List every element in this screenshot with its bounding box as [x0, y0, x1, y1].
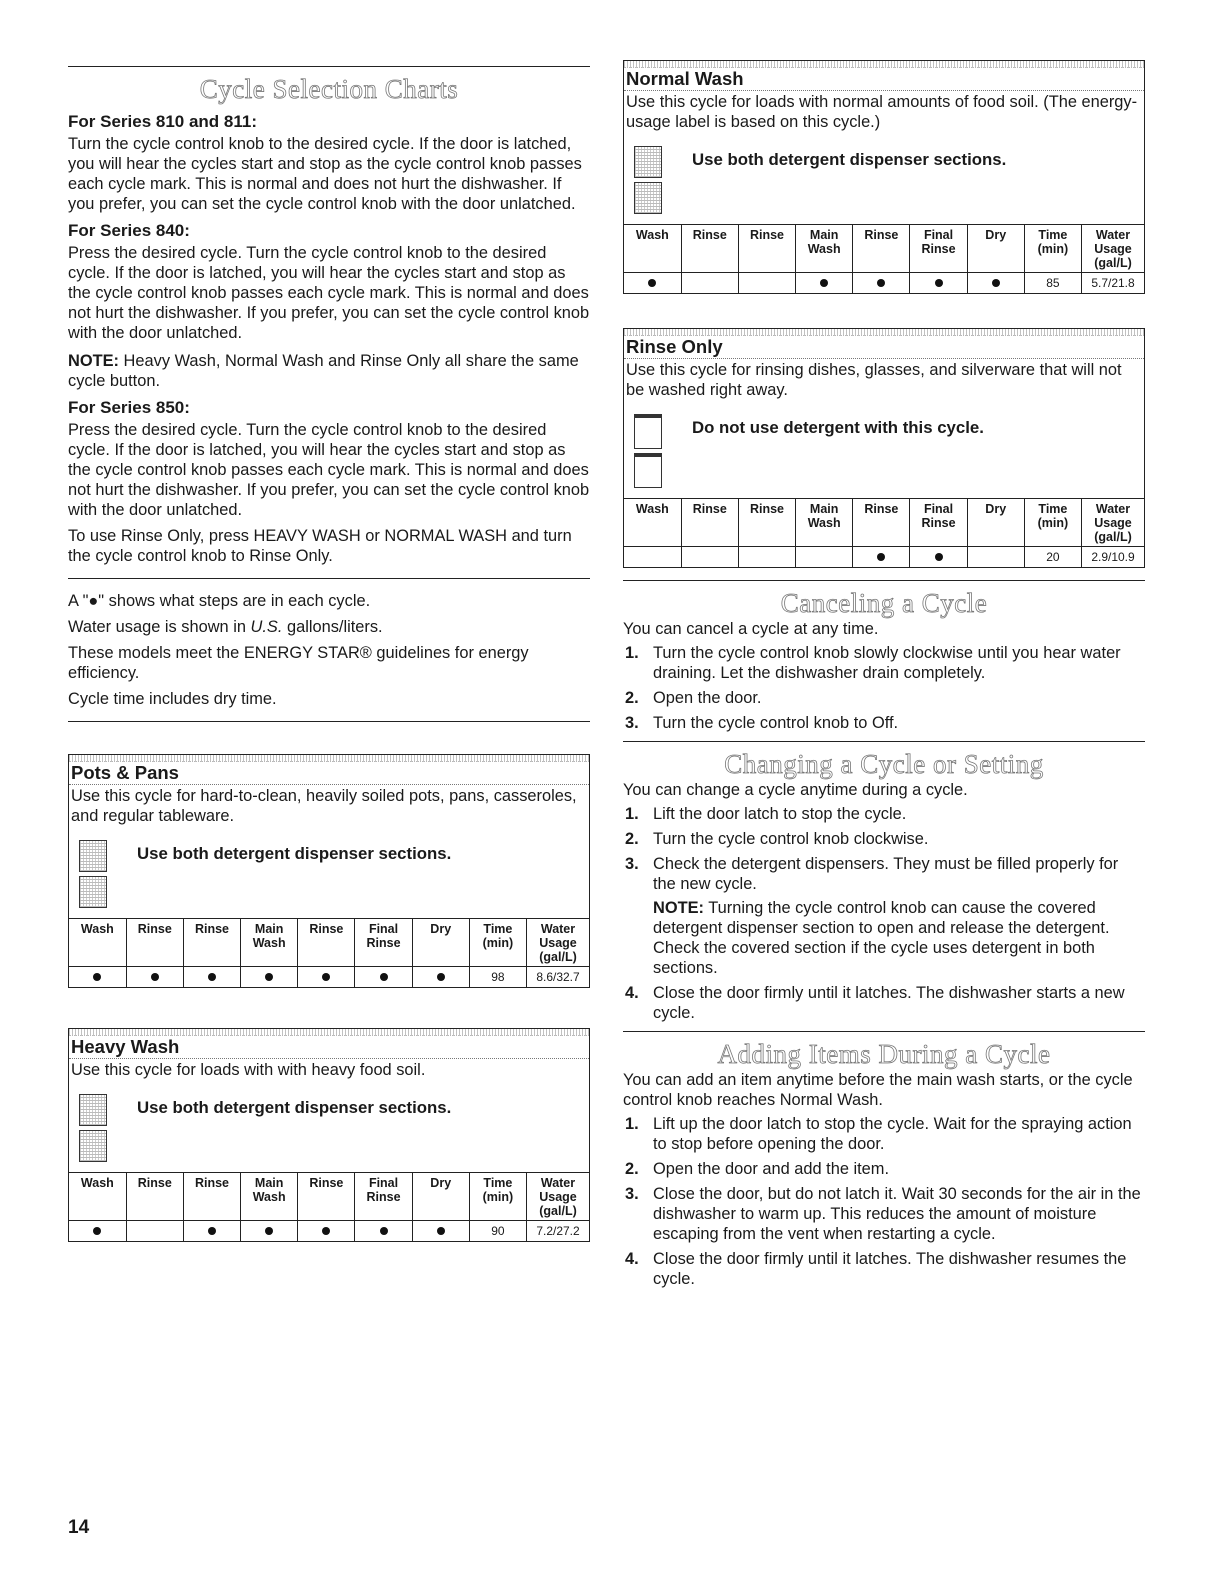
time-cell: 20: [1024, 547, 1081, 568]
step-text: Close the door firmly until it latches. The dishwasher starts a new cycle.: [653, 984, 1125, 1022]
list-item: [623, 854, 1145, 978]
step-number: 2.: [625, 1160, 639, 1178]
water-cell: 7.2/27.2: [527, 1221, 590, 1242]
detergent-row: [624, 132, 1144, 224]
table-cell: [853, 547, 910, 568]
table-cell: [681, 547, 738, 568]
detergent-row: [69, 1080, 589, 1172]
changing-steps: [623, 804, 1145, 1023]
cycle-table: [624, 224, 1144, 293]
note-label: NOTE:: [653, 899, 704, 917]
dotted-border: [624, 61, 1144, 68]
table-header: Dry: [967, 225, 1024, 273]
table-cell: [298, 967, 355, 988]
table-cell: [853, 273, 910, 294]
step-number: 1.: [625, 1115, 639, 1133]
section-title-canceling: Canceling a Cycle: [780, 588, 988, 618]
step-dot-icon: [820, 279, 828, 287]
step-text: Turn the cycle control knob slowly clockwise until you hear water draining. Let the dishwasher drain completely.: [653, 644, 1121, 682]
water-cell: 5.7/21.8: [1082, 273, 1145, 294]
paragraph-rinse-only: To use Rinse Only, press HEAVY WASH or NORMAL WASH and turn the cycle control knob to Rinse Only.: [68, 527, 572, 565]
left-column: [68, 66, 590, 1242]
step-dot-icon: [437, 1227, 445, 1235]
list-item: [623, 643, 1145, 683]
note-text: Turning the cycle control knob can cause the covered detergent dispenser section to open and release the detergent. Check the covered section if the cycle uses detergent in both sections.: [653, 899, 1110, 977]
table-cell: [126, 1221, 183, 1242]
step-number: 3.: [625, 1185, 639, 1203]
divider: [623, 741, 1145, 742]
table-header: Water Usage (gal/L): [527, 1173, 590, 1221]
table-cell: [69, 967, 126, 988]
table-header: Main Wash: [241, 919, 298, 967]
table-cell: [412, 1221, 469, 1242]
step-dot-icon: [208, 973, 216, 981]
list-item: [623, 983, 1145, 1023]
table-header: Main Wash: [241, 1173, 298, 1221]
table-header: Wash: [624, 499, 681, 547]
list-item: [623, 1184, 1145, 1244]
step-number: 1.: [625, 644, 639, 662]
detergent-row: [624, 400, 1144, 498]
step-number: 3.: [625, 855, 639, 873]
paragraph-series-810: Turn the cycle control knob to the desired cycle. If the door is latched, you will hear the cycles start and stop as the cycle control knob passes each cycle mark. This is normal and does not hurt the dishwasher. If you prefer, you can set the cycle control knob with the door unlatched.: [68, 135, 582, 213]
time-cell: 98: [469, 967, 526, 988]
detergent-instruction: Do not use detergent with this cycle.: [692, 418, 984, 437]
table-cell: [355, 1221, 412, 1242]
cycle-name: Normal Wash: [624, 68, 1144, 91]
list-item: [623, 1249, 1145, 1289]
legend-water: [68, 617, 590, 637]
page-number: 14: [68, 1517, 90, 1538]
legend-dot: A "●" shows what steps are in each cycle.: [68, 592, 371, 610]
table-header: Wash: [69, 1173, 126, 1221]
table-cell: [796, 273, 853, 294]
step-text: Close the door, but do not latch it. Wait 30 seconds for the air in the dishwasher to warm up. This reduces the amount of moisture escaping from the vent when restarting a cycle.: [653, 1185, 1141, 1243]
cycle-table: [624, 498, 1144, 567]
heading-series-810: For Series 810 and 811:: [68, 112, 257, 131]
detergent-instruction: Use both detergent dispenser sections.: [137, 844, 452, 863]
right-column: [623, 66, 1145, 1294]
step-dot-icon: [437, 973, 445, 981]
legend-water-text-b: gallons/liters.: [282, 618, 383, 636]
list-item: [623, 1159, 1145, 1179]
cycle-description: Use this cycle for loads with normal amounts of food soil. (The energy-usage label is based on this cycle.): [626, 93, 1138, 131]
table-header: Rinse: [681, 225, 738, 273]
list-item: [623, 688, 1145, 708]
cycle-name: Heavy Wash: [69, 1036, 589, 1059]
table-header: Rinse: [853, 499, 910, 547]
adding-steps: [623, 1114, 1145, 1289]
table-cell: [967, 547, 1024, 568]
table-cell: [241, 967, 298, 988]
table-cell: [738, 547, 795, 568]
table-cell: [126, 967, 183, 988]
table-header: Wash: [69, 919, 126, 967]
table-row: [69, 967, 589, 988]
table-cell: [298, 1221, 355, 1242]
heading-series-840: For Series 840:: [68, 221, 190, 240]
legend-water-us: U.S.: [250, 618, 283, 636]
step-dot-icon: [265, 973, 273, 981]
detergent-instruction: Use both detergent dispenser sections.: [137, 1098, 452, 1117]
divider: [623, 1031, 1145, 1032]
table-cell: [910, 547, 967, 568]
cycle-description: Use this cycle for loads with with heavy food soil.: [71, 1061, 426, 1079]
canceling-intro: You can cancel a cycle at any time.: [623, 620, 879, 638]
cycle-name: Rinse Only: [624, 336, 1144, 359]
step-text: Check the detergent dispensers. They must be filled properly for the new cycle.: [653, 855, 1119, 893]
divider: [623, 580, 1145, 581]
step-text: Open the door.: [653, 689, 762, 707]
table-header: Rinse: [183, 1173, 240, 1221]
cycle-table: [69, 918, 589, 987]
step-dot-icon: [93, 973, 101, 981]
table-cell: [910, 273, 967, 294]
table-cell: [681, 273, 738, 294]
divider: [68, 578, 590, 579]
note-text: Heavy Wash, Normal Wash and Rinse Only all share the same cycle button.: [68, 352, 579, 390]
detergent-dispenser-icon: [634, 146, 664, 218]
table-header: Time (min): [469, 919, 526, 967]
table-header: Final Rinse: [355, 919, 412, 967]
table-header: Dry: [967, 499, 1024, 547]
step-dot-icon: [877, 553, 885, 561]
time-cell: 85: [1024, 273, 1081, 294]
step-text: Turn the cycle control knob clockwise.: [653, 830, 929, 848]
step-number: 2.: [625, 689, 639, 707]
divider: [68, 66, 590, 67]
table-header: Rinse: [183, 919, 240, 967]
cycle-name: Pots & Pans: [69, 762, 589, 785]
dotted-border: [624, 329, 1144, 336]
legend-energy: These models meet the ENERGY STAR® guidelines for energy efficiency.: [68, 644, 529, 682]
step-text: Lift up the door latch to stop the cycle. Wait for the spraying action to stop before opening the door.: [653, 1115, 1132, 1153]
step-text: Open the door and add the item.: [653, 1160, 890, 1178]
step-dot-icon: [322, 1227, 330, 1235]
table-header: Main Wash: [796, 225, 853, 273]
list-item: [623, 829, 1145, 849]
note-label: NOTE:: [68, 352, 119, 370]
table-cell: [412, 967, 469, 988]
changing-intro: You can change a cycle anytime during a cycle.: [623, 781, 968, 799]
step-number: 4.: [625, 1250, 639, 1268]
step-dot-icon: [151, 973, 159, 981]
table-header: Rinse: [298, 1173, 355, 1221]
step-number: 2.: [625, 830, 639, 848]
water-cell: 8.6/32.7: [527, 967, 590, 988]
table-header: Water Usage (gal/L): [1082, 499, 1145, 547]
section-title-adding: Adding Items During a Cycle: [717, 1039, 1051, 1069]
dotted-border: [69, 755, 589, 762]
table-header: Rinse: [298, 919, 355, 967]
table-header: Final Rinse: [355, 1173, 412, 1221]
list-item: [623, 1114, 1145, 1154]
cycle-description: Use this cycle for hard-to-clean, heavily soiled pots, pans, casseroles, and regular tableware.: [71, 787, 577, 825]
step-dot-icon: [935, 279, 943, 287]
note-paragraph: [653, 898, 1145, 978]
step-text: Lift the door latch to stop the cycle.: [653, 805, 907, 823]
detergent-instruction: Use both detergent dispenser sections.: [692, 150, 1007, 169]
time-cell: 90: [469, 1221, 526, 1242]
table-cell: [738, 273, 795, 294]
empty-dispenser-icon: [634, 414, 664, 492]
table-header: Rinse: [126, 1173, 183, 1221]
table-header: Time (min): [1024, 499, 1081, 547]
table-cell: [624, 547, 681, 568]
cycle-box-pots-pans: [68, 754, 590, 988]
paragraph-series-850: Press the desired cycle. Turn the cycle control knob to the desired cycle. If the door is latched, you will hear the cycles start and stop as the cycle control knob passes each cycle mark. This is normal and does not hurt the dishwasher. If you prefer, you can set the cycle control knob with the door unlatched.: [68, 421, 590, 519]
section-title-changing: Changing a Cycle or Setting: [724, 749, 1044, 779]
step-dot-icon: [935, 553, 943, 561]
step-dot-icon: [93, 1227, 101, 1235]
table-header: Water Usage (gal/L): [1082, 225, 1145, 273]
divider: [68, 721, 590, 722]
legend-water-text: Water usage is shown in: [68, 618, 251, 636]
step-number: 4.: [625, 984, 639, 1002]
list-item: [623, 713, 1145, 733]
step-dot-icon: [322, 973, 330, 981]
step-text: Turn the cycle control knob to Off.: [653, 714, 899, 732]
step-dot-icon: [380, 973, 388, 981]
step-dot-icon: [877, 279, 885, 287]
table-cell: [967, 273, 1024, 294]
note-paragraph: [68, 351, 590, 391]
step-dot-icon: [208, 1227, 216, 1235]
table-header: Final Rinse: [910, 225, 967, 273]
cycle-description: Use this cycle for rinsing dishes, glasses, and silverware that will not be washed right away.: [626, 361, 1122, 399]
dotted-border: [69, 1029, 589, 1036]
table-header: Rinse: [681, 499, 738, 547]
table-header: Time (min): [1024, 225, 1081, 273]
legend-time: Cycle time includes dry time.: [68, 690, 277, 708]
detergent-dispenser-icon: [79, 1094, 109, 1166]
table-cell: [183, 967, 240, 988]
table-header: Rinse: [738, 499, 795, 547]
step-dot-icon: [380, 1227, 388, 1235]
cycle-box-rinse-only: [623, 328, 1145, 568]
cycle-box-heavy-wash: [68, 1028, 590, 1242]
table-cell: [69, 1221, 126, 1242]
table-row: [69, 1221, 589, 1242]
table-cell: [183, 1221, 240, 1242]
step-dot-icon: [992, 279, 1000, 287]
table-header: Dry: [412, 919, 469, 967]
table-header: Main Wash: [796, 499, 853, 547]
table-header: Wash: [624, 225, 681, 273]
table-header: Rinse: [853, 225, 910, 273]
canceling-steps: [623, 643, 1145, 733]
table-cell: [624, 273, 681, 294]
step-dot-icon: [265, 1227, 273, 1235]
table-header: Water Usage (gal/L): [527, 919, 590, 967]
step-text: Close the door firmly until it latches. The dishwasher resumes the cycle.: [653, 1250, 1127, 1288]
table-header: Rinse: [738, 225, 795, 273]
section-title-cycle-selection: Cycle Selection Charts: [199, 74, 459, 104]
table-header: Dry: [412, 1173, 469, 1221]
detergent-dispenser-icon: [79, 840, 109, 912]
step-number: 3.: [625, 714, 639, 732]
table-cell: [355, 967, 412, 988]
table-header: Time (min): [469, 1173, 526, 1221]
table-row: [624, 273, 1144, 294]
table-cell: [796, 547, 853, 568]
table-header: Rinse: [126, 919, 183, 967]
step-number: 1.: [625, 805, 639, 823]
table-row: [624, 547, 1144, 568]
table-header: Final Rinse: [910, 499, 967, 547]
cycle-table: [69, 1172, 589, 1241]
list-item: [623, 804, 1145, 824]
cycle-box-normal-wash: [623, 60, 1145, 294]
step-dot-icon: [648, 279, 656, 287]
water-cell: 2.9/10.9: [1082, 547, 1145, 568]
paragraph-series-840: Press the desired cycle. Turn the cycle control knob to the desired cycle. If the door is latched, you will hear the cycles start and stop as the cycle control knob passes each cycle mark. This is normal and does not hurt the dishwasher. If you prefer, you can set the cycle control knob with the door unlatched.: [68, 244, 590, 342]
table-cell: [241, 1221, 298, 1242]
heading-series-850: For Series 850:: [68, 398, 190, 417]
detergent-row: [69, 826, 589, 918]
adding-intro: You can add an item anytime before the main wash starts, or the cycle control knob reaches Normal Wash.: [623, 1071, 1133, 1109]
